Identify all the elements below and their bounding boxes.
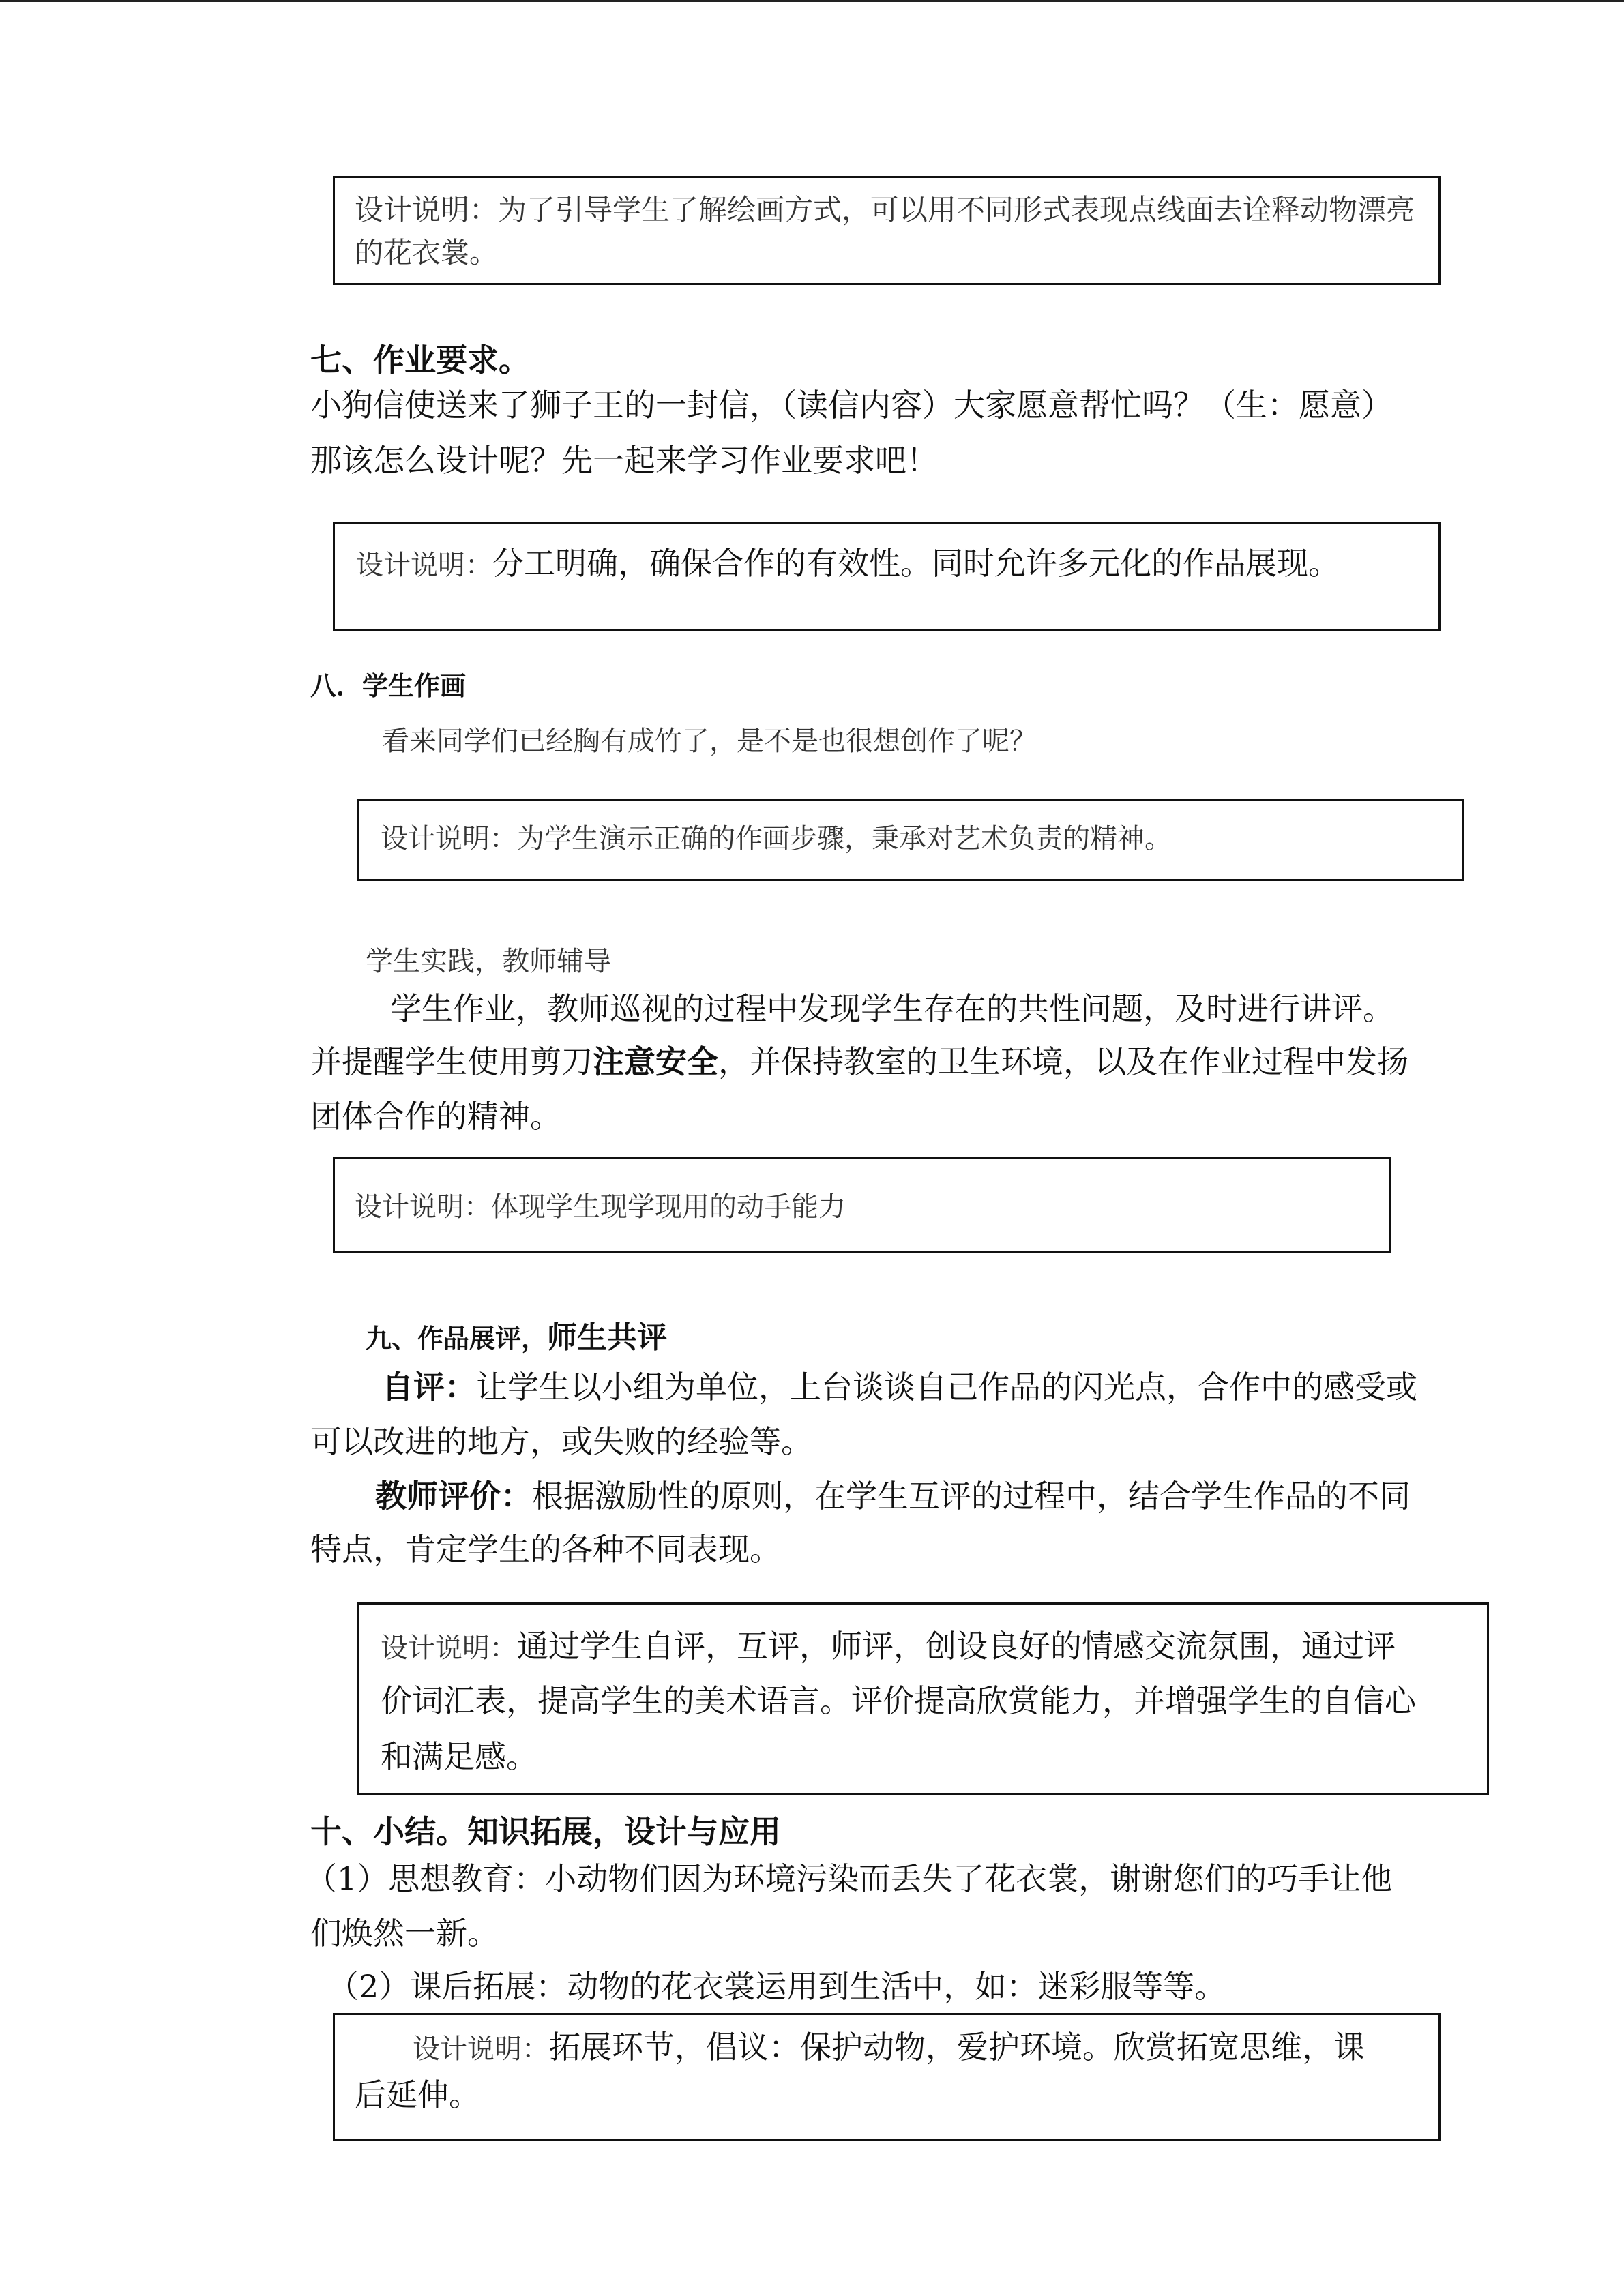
self-eval-line-1 [382,1360,1417,1414]
section-10-item-1-line-1: （1）思想教育：小动物们因为环境污染而丢失了花衣裳，谢谢您们的巧手让他 [306,1860,1393,1897]
design-note-2 [356,539,1340,584]
design-note-1-line-1: 设计说明：为了引导学生了解绘画方式，可以用不同形式表现点线面去诠释动物漂亮 [355,193,1415,226]
design-note-6-text-1: 拓展环节，倡议：保护动物，爱护环境。欣赏拓宽思维，课 [549,2029,1365,2066]
design-note-1-line-2: 的花衣裳。 [355,236,499,269]
practice-line-2-start: 并提醒学生使用剪刀 [310,1043,593,1080]
self-eval-label: 自评： [382,1369,476,1405]
teacher-eval-line-2: 特点，肯定学生的各种不同表现。 [310,1531,781,1568]
section-7-title: 七、作业要求。 [310,342,530,378]
design-note-6-line-1 [413,2023,1365,2068]
self-eval-line-2: 可以改进的地方，或失败的经验等。 [310,1423,812,1460]
section-8-intro: 看来同学们已经胸有成竹了，是不是也很想创作了呢？ [382,726,1037,757]
design-note-5-line-1 [381,1622,1396,1667]
self-eval-text: 让学生以小组为单位，上台谈谈自己作品的闪光点，合作中的感受或 [476,1369,1417,1405]
design-note-label: 设计说明： [413,2033,549,2065]
practice-line-2-end: ，并保持教室的卫生环境，以及在作业过程中发扬 [718,1043,1408,1080]
design-note-4: 设计说明：体现学生现学现用的动手能力 [355,1191,846,1223]
design-note-5-line-2: 价词汇表，提高学生的美术语言。评价提高欣赏能力，并增强学生的自信心 [381,1682,1416,1719]
practice-line-2 [310,1035,1408,1088]
section-10-title: 十、小结。知识拓展，设计与应用 [310,1813,781,1850]
section-7-line-2: 那该怎么设计呢？先一起来学习作业要求吧！ [310,442,938,479]
teacher-eval-line-1 [375,1470,1411,1523]
design-note-3: 设计说明：为学生演示正确的作画步骤，秉承对艺术负责的精神。 [381,823,1172,854]
design-note-5-line-3: 和满足感。 [381,1738,537,1775]
design-note-label: 设计说明： [356,550,492,581]
section-10-item-2: （2）课后拓展：动物的花衣裳运用到生活中，如：迷彩服等等。 [327,1968,1226,2005]
section-9-title-a: 九、作品展评， [366,1324,548,1354]
teacher-eval-text: 根据激励性的原则，在学生互评的过程中，结合学生作品的不同 [532,1478,1411,1515]
page-top-border [0,0,1624,2]
practice-line-1: 学生作业，教师巡视的过程中发现学生存在的共性问题，及时进行讲评。 [390,990,1394,1027]
design-note-label: 设计说明： [381,1632,517,1664]
section-7-line-1: 小狗信使送来了狮子王的一封信，（读信内容）大家愿意帮忙吗？（生：愿意） [310,387,1393,423]
section-8-title: 八．学生作画 [310,671,467,701]
section-9-title-b: 师生共评 [547,1320,668,1355]
design-note-2-text: 分工明确，确保合作的有效性。同时允许多元化的作品展现。 [492,545,1340,582]
design-note-6-line-2: 后延伸。 [355,2076,480,2113]
safety-emphasis: 注意安全 [593,1043,718,1080]
section-9-title [366,1313,667,1356]
practice-line-3: 团体合作的精神。 [310,1098,561,1135]
teacher-eval-label: 教师评价： [375,1478,532,1515]
section-10-item-1-line-2: 们焕然一新。 [310,1915,499,1952]
practice-subtitle: 学生实践，教师辅导 [366,946,611,977]
design-note-5-text-1: 通过学生自评，互评，师评，创设良好的情感交流氛围，通过评 [517,1628,1396,1665]
